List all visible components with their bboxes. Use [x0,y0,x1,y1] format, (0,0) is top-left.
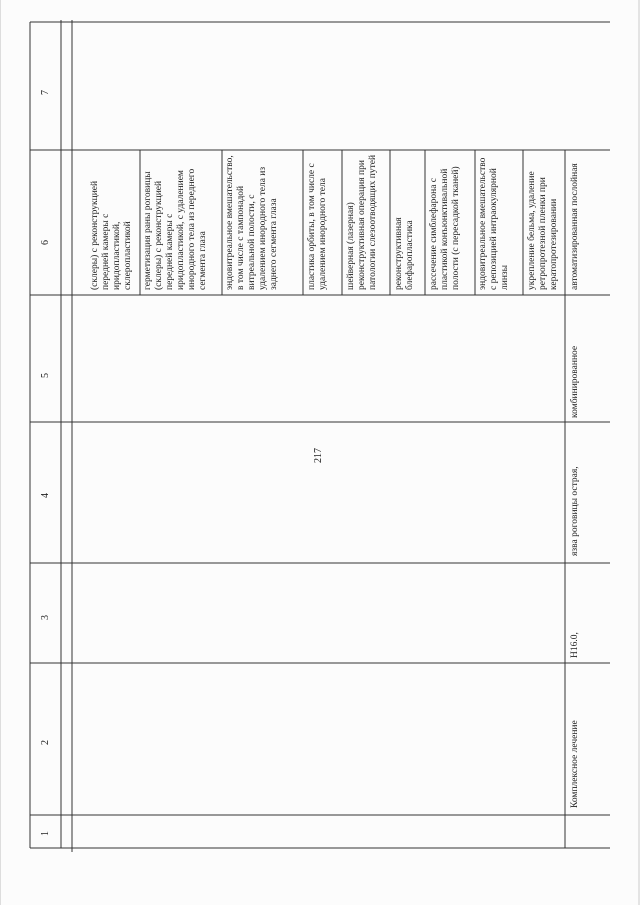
icd-code-cell: H16.0, [570,632,580,658]
procedure-cell-3: эндовитреальное вмешательство, в том числе с тампонадой витреальной полости, с удалением инородного тела из заднего сегмента глаза [225,155,279,290]
column-number-4: 4 [40,493,51,498]
procedure-cell-9: укрепление бельма, удаление ретропротезной пленки при кератопротезировании [527,171,559,290]
procedure-cell-last: автоматизированная послойная [570,163,580,290]
procedure-cell-7: рассечение симблефарона с пластикой конъюнктивальной полости (с пересадкой тканей) [429,166,461,290]
column-number-2: 2 [40,740,51,745]
procedure-cell-5: шейверная (лазерная) реконструктивная операция при патологии слезоотводящих путей [346,154,378,290]
procedure-cell-2: герметизация раны роговицы (склеры) с реконструкцией передней камеры с иридопластикой, с удалением инородного тела из переднего сегмента глаза [143,168,208,290]
diagnosis-cell: язва роговицы острая, [570,466,580,556]
column-number-6: 6 [40,240,51,245]
treatment-method-cell: комбинированное [570,345,580,418]
page-number: 217 [313,448,324,463]
procedure-cell-6: реконструктивная блефаропластика [394,217,415,290]
column-number-1: 1 [40,831,51,836]
procedure-cell-1: (склеры) с реконструкцией передней камеры с иридопластикой, склеропластикой [90,180,133,290]
procedure-cell-8: эндовитреальное вмешательство с репозицией интраокулярной линзы [478,157,510,290]
treatment-type-cell: Комплексное лечение [570,720,580,808]
procedure-cell-4: пластика орбиты, в том числе с удалением инородного тела [307,163,328,290]
column-number-3: 3 [40,615,51,620]
column-number-5: 5 [40,373,51,378]
column-number-7: 7 [40,90,51,95]
